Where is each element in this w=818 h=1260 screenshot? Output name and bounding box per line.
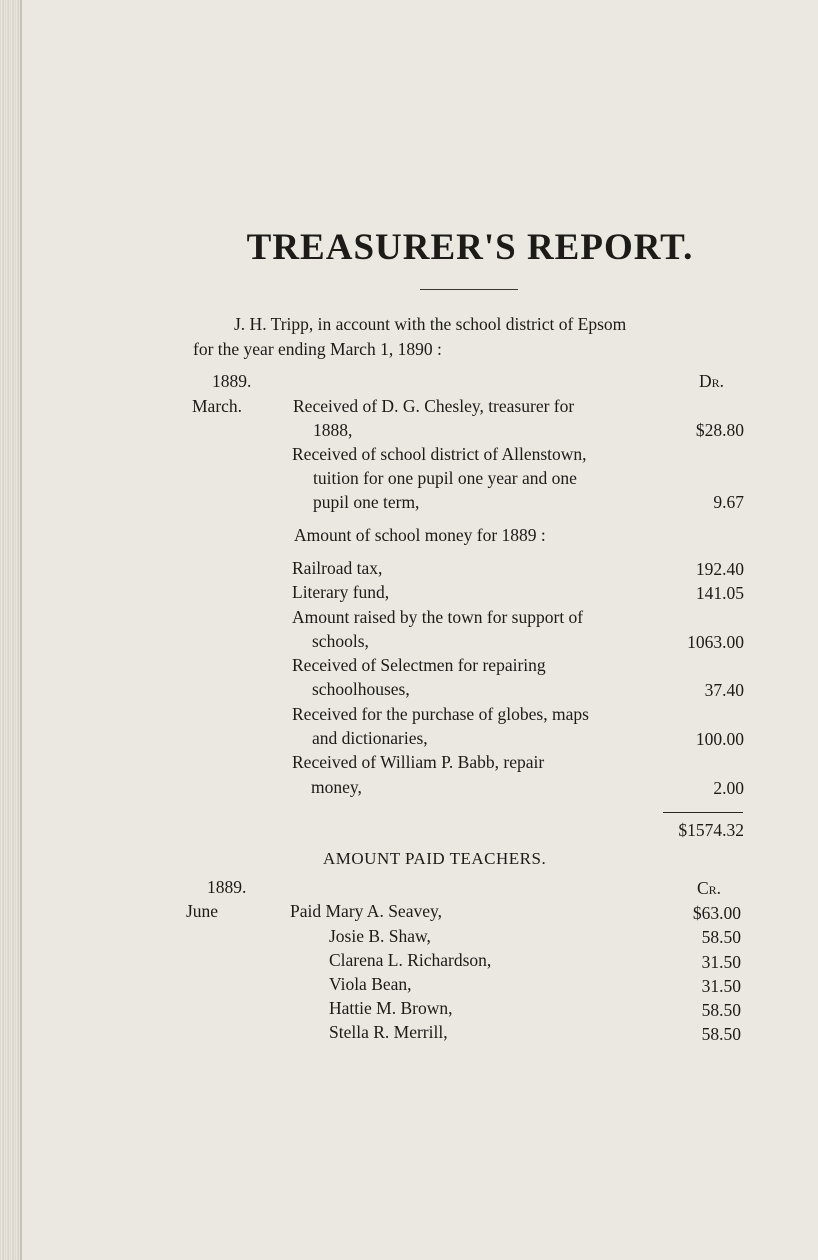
receipt-line: and dictionaries,: [312, 728, 428, 748]
page-edge: [0, 0, 22, 1260]
teacher-amount: $63.00: [692, 903, 741, 923]
title-divider: [420, 289, 518, 290]
receipts-column-label: Dr.: [698, 371, 724, 391]
teacher-name: Paid Mary A. Seavey,: [290, 901, 442, 921]
receipt-subheading: Amount of school money for 1889 :: [294, 525, 546, 545]
receipt-line: money,: [311, 777, 362, 797]
intro-line-1: J. H. Tripp, in account with the school district of Epsom: [234, 314, 627, 334]
receipt-amount: 141.05: [695, 583, 744, 603]
receipt-amount: 100.00: [695, 729, 744, 749]
teacher-name: Hattie M. Brown,: [329, 998, 453, 1018]
receipt-amount: $28.80: [695, 420, 744, 440]
teacher-amount: 58.50: [701, 927, 741, 947]
teacher-amount: 58.50: [701, 1000, 741, 1020]
receipt-line: Received of William P. Babb, repair: [292, 752, 545, 772]
receipt-line: Railroad tax,: [292, 558, 383, 578]
receipts-total: $1574.32: [678, 820, 744, 840]
intro-line-2: for the year ending March 1, 1890 :: [193, 339, 442, 359]
receipt-line: Literary fund,: [292, 582, 390, 602]
total-rule: [663, 812, 743, 813]
receipt-amount: 1063.00: [687, 632, 744, 652]
receipt-line: Received of D. G. Chesley, treasurer for: [293, 396, 575, 416]
payments-column-label: Cr.: [696, 878, 721, 898]
receipt-amount: 9.67: [713, 492, 744, 512]
receipt-line: schoolhouses,: [312, 679, 410, 699]
teacher-name: Viola Bean,: [329, 974, 412, 994]
payments-month: June: [186, 901, 219, 921]
receipt-line: pupil one term,: [313, 492, 420, 512]
receipt-amount: 192.40: [695, 559, 744, 579]
receipt-line: tuition for one pupil one year and one: [313, 468, 577, 488]
receipts-month: March.: [192, 396, 243, 416]
teacher-amount: 58.50: [701, 1024, 741, 1044]
receipt-amount: 2.00: [713, 778, 744, 798]
payments-year: 1889.: [207, 877, 247, 897]
receipts-year: 1889.: [212, 371, 252, 391]
teacher-name: Stella R. Merrill,: [329, 1022, 448, 1042]
receipt-line: Amount raised by the town for support of: [292, 607, 584, 627]
page-title: TREASURER'S REPORT.: [246, 227, 694, 268]
teacher-amount: 31.50: [701, 952, 741, 972]
teacher-name: Clarena L. Richardson,: [329, 950, 492, 970]
receipt-line: Received of school district of Allenstown,: [292, 444, 587, 464]
receipt-line: Received for the purchase of globes, maps: [292, 704, 589, 724]
receipt-amount: 37.40: [704, 680, 744, 700]
teacher-name: Josie B. Shaw,: [329, 926, 431, 946]
teacher-amount: 31.50: [701, 976, 741, 996]
receipt-line: 1888,: [313, 420, 353, 440]
payments-heading: AMOUNT PAID TEACHERS.: [323, 849, 547, 868]
receipt-line: schools,: [312, 631, 369, 651]
receipt-line: Received of Selectmen for repairing: [292, 655, 546, 675]
